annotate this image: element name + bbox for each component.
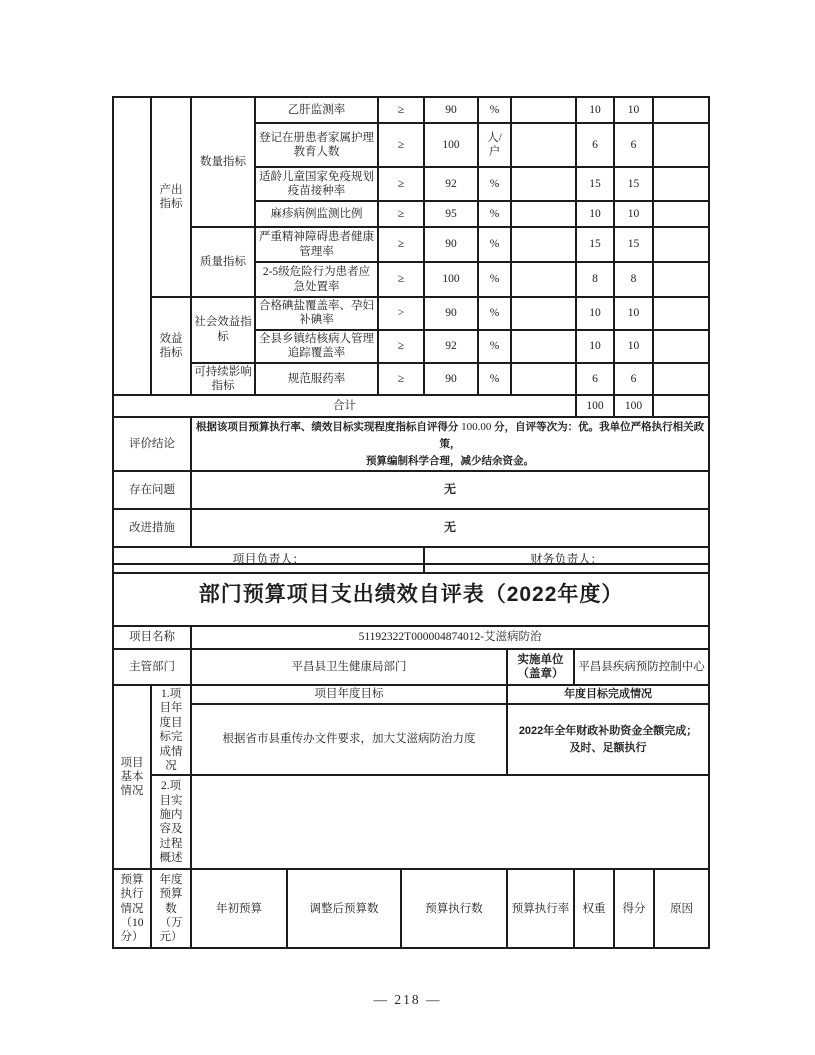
indicator-unit-cell: 人/户: [478, 123, 511, 167]
group-benefit-cell: 效益指标: [151, 297, 191, 395]
indicator-score-cell: 8: [614, 262, 653, 297]
goal-done-text-cell: 2022年全年财政补助资金全额完成；及时、足额执行: [507, 704, 709, 776]
table-row: [113, 97, 709, 123]
indicator-target-cell: 100: [424, 262, 478, 297]
indicator-note-cell: [653, 227, 709, 262]
total-weight-cell: 100: [576, 395, 614, 417]
indicator-op-cell: ≥: [378, 167, 424, 201]
indicator-actual-cell: [511, 123, 576, 167]
indicator-weight-cell: 8: [576, 262, 614, 297]
performance-indicators-table: [112, 96, 710, 574]
indicator-name-cell: 合格碘盐覆盖率、孕妇补碘率: [255, 297, 378, 330]
indicator-name-cell: 适龄儿童国家免疫规划疫苗接种率: [255, 167, 378, 201]
conclusion-score-value: 100.00: [458, 421, 495, 434]
conclusion-text-cell: [191, 417, 709, 471]
indicator-unit-cell: %: [478, 167, 511, 201]
indicator-note-cell: [653, 262, 709, 297]
indicator-weight-cell: 10: [576, 297, 614, 330]
indicator-score-cell: 10: [614, 201, 653, 227]
indicator-weight-cell: 10: [576, 330, 614, 363]
indicator-actual-cell: [511, 297, 576, 330]
indicator-target-cell: 90: [424, 363, 478, 396]
indicator-unit-cell: %: [478, 330, 511, 363]
conclusion-text-after: 分，自评等次为：优。我单位严格执行相关政策，: [439, 421, 705, 451]
department-row: [113, 649, 709, 685]
improvement-value-cell: 无: [191, 509, 709, 547]
indicator-name-cell: 2-5级危险行为患者应急处置率: [255, 262, 378, 297]
indicator-score-cell: 10: [614, 97, 653, 123]
finance-lead-cell: 财务负责人：: [424, 547, 709, 573]
budget-header-reason-cell: 原因: [654, 869, 709, 948]
conclusion-row: [113, 417, 709, 471]
budget-header-row: [113, 869, 709, 948]
subgroup-social-cell: 社会效益指标: [191, 297, 255, 363]
indicator-target-cell: 100: [424, 123, 478, 167]
indicator-op-cell: ≥: [378, 97, 424, 123]
project-name-value-cell: 51192322T000004874012-艾滋病防治: [191, 626, 709, 649]
indicator-actual-cell: [511, 262, 576, 297]
indicator-note-cell: [653, 167, 709, 201]
section2-label-cell: 2.项目实施内容及过程概述: [151, 775, 191, 869]
indicator-name-cell: 全县乡镇结核病人管理追踪覆盖率: [255, 330, 378, 363]
indicator-actual-cell: [511, 97, 576, 123]
indicator-name-cell: 乙肝监测率: [255, 97, 378, 123]
indicator-weight-cell: 15: [576, 227, 614, 262]
indicator-name-cell: 严重精神障碍患者健康管理率: [255, 227, 378, 262]
subgroup-quality-cell: 质量指标: [191, 227, 255, 297]
total-note-cell: [653, 395, 709, 417]
indicator-score-cell: 15: [614, 227, 653, 262]
indicator-target-cell: 90: [424, 97, 478, 123]
indicator-weight-cell: 10: [576, 97, 614, 123]
indicator-name-cell: 登记在册患者家属护理教育人数: [255, 123, 378, 167]
self-evaluation-table-2022: [112, 563, 710, 949]
indicator-actual-cell: [511, 227, 576, 262]
annual-budget-label-cell: 年度预算数（万元）: [151, 869, 191, 948]
indicator-op-cell: ≥: [378, 262, 424, 297]
table-row: [113, 297, 709, 330]
indicator-unit-cell: %: [478, 363, 511, 396]
subgroup-quantity-cell: 数量指标: [191, 97, 255, 227]
indicator-actual-cell: [511, 330, 576, 363]
department-value-cell: 平昌县卫生健康局部门: [191, 649, 507, 685]
indicator-weight-cell: 6: [576, 123, 614, 167]
total-score-cell: 100: [614, 395, 653, 417]
indicator-unit-cell: %: [478, 97, 511, 123]
improvement-row: [113, 509, 709, 547]
conclusion-text-line2: 预算编制科学合理，减少结余资金。: [366, 454, 534, 467]
indicator-score-cell: 6: [614, 363, 653, 396]
indicator-note-cell: [653, 330, 709, 363]
project-name-label-cell: 项目名称: [113, 626, 191, 649]
budget-header-rate-cell: 预算执行率: [507, 869, 574, 948]
indicator-op-cell: ≥: [378, 330, 424, 363]
table-row: [113, 227, 709, 262]
table-title: 部门预算项目支出绩效自评表（2022年度）: [113, 564, 709, 626]
subgroup-sustain-cell: 可持续影响指标: [191, 363, 255, 396]
budget-exec-label-cell: 预算执行情况（10分）: [113, 869, 151, 948]
indicator-score-cell: 6: [614, 123, 653, 167]
indicator-target-cell: 92: [424, 167, 478, 201]
indicator-target-cell: 90: [424, 297, 478, 330]
indicator-target-cell: 92: [424, 330, 478, 363]
indicator-target-cell: 90: [424, 227, 478, 262]
total-row: [113, 395, 709, 417]
indicator-op-cell: ≥: [378, 201, 424, 227]
indicator-score-cell: 10: [614, 330, 653, 363]
group-output-cell: 产出指标: [151, 97, 191, 297]
title-row: [113, 564, 709, 626]
goal-header-row: [113, 685, 709, 704]
indicator-note-cell: [653, 123, 709, 167]
indicator-note-cell: [653, 363, 709, 396]
indicator-weight-cell: 10: [576, 201, 614, 227]
indicator-op-cell: ≥: [378, 227, 424, 262]
problems-row: [113, 471, 709, 509]
goal-done-header-cell: 年度目标完成情况: [507, 685, 709, 704]
section1-label-cell: 1.项目年度目标完成情况: [151, 685, 191, 775]
budget-header-executed-cell: 预算执行数: [401, 869, 507, 948]
project-name-row: [113, 626, 709, 649]
goal-text-cell: 根据省市县重传办文件要求，加大艾滋病防治力度: [191, 704, 507, 776]
budget-header-adjusted-cell: 调整后预算数: [287, 869, 401, 948]
indicator-left-spacer-cell: [113, 97, 151, 395]
indicator-op-cell: ≥: [378, 363, 424, 396]
indicator-weight-cell: 15: [576, 167, 614, 201]
goal-header-cell: 项目年度目标: [191, 685, 507, 704]
indicator-unit-cell: %: [478, 297, 511, 330]
indicator-note-cell: [653, 297, 709, 330]
budget-header-score-cell: 得分: [614, 869, 654, 948]
budget-header-weight-cell: 权重: [574, 869, 614, 948]
indicator-note-cell: [653, 97, 709, 123]
conclusion-label-cell: 评价结论: [113, 417, 191, 471]
indicator-name-cell: 规范服药率: [255, 363, 378, 396]
indicator-op-cell: ≥: [378, 123, 424, 167]
implementing-unit-label-cell: 实施单位（盖章）: [507, 649, 574, 685]
indicator-score-cell: 15: [614, 167, 653, 201]
indicator-weight-cell: 6: [576, 363, 614, 396]
implementation-row: [113, 775, 709, 869]
indicator-unit-cell: %: [478, 227, 511, 262]
indicator-target-cell: 95: [424, 201, 478, 227]
indicator-actual-cell: [511, 201, 576, 227]
implementation-content-cell: [191, 775, 709, 869]
project-lead-cell: 项目负责人：: [113, 547, 424, 573]
page-number: — 218 —: [373, 992, 442, 1007]
budget-header-initial-cell: 年初预算: [191, 869, 287, 948]
indicator-actual-cell: [511, 167, 576, 201]
goal-content-row: [113, 704, 709, 776]
department-label-cell: 主管部门: [113, 649, 191, 685]
conclusion-text-before: 根据该项目预算执行率、绩效目标实现程度指标自评得分: [195, 421, 459, 434]
indicator-op-cell: >: [378, 297, 424, 330]
indicator-unit-cell: %: [478, 201, 511, 227]
implementing-unit-value-cell: 平昌县疾病预防控制中心: [574, 649, 709, 685]
total-label-cell: 合计: [113, 395, 576, 417]
indicator-score-cell: 10: [614, 297, 653, 330]
indicator-note-cell: [653, 201, 709, 227]
basic-info-label-cell: 项目基本情况: [113, 685, 151, 869]
indicator-unit-cell: %: [478, 262, 511, 297]
improvement-label-cell: 改进措施: [113, 509, 191, 547]
table-row: [113, 363, 709, 396]
indicator-actual-cell: [511, 363, 576, 396]
indicator-name-cell: 麻疹病例监测比例: [255, 201, 378, 227]
problems-value-cell: 无: [191, 471, 709, 509]
problems-label-cell: 存在问题: [113, 471, 191, 509]
